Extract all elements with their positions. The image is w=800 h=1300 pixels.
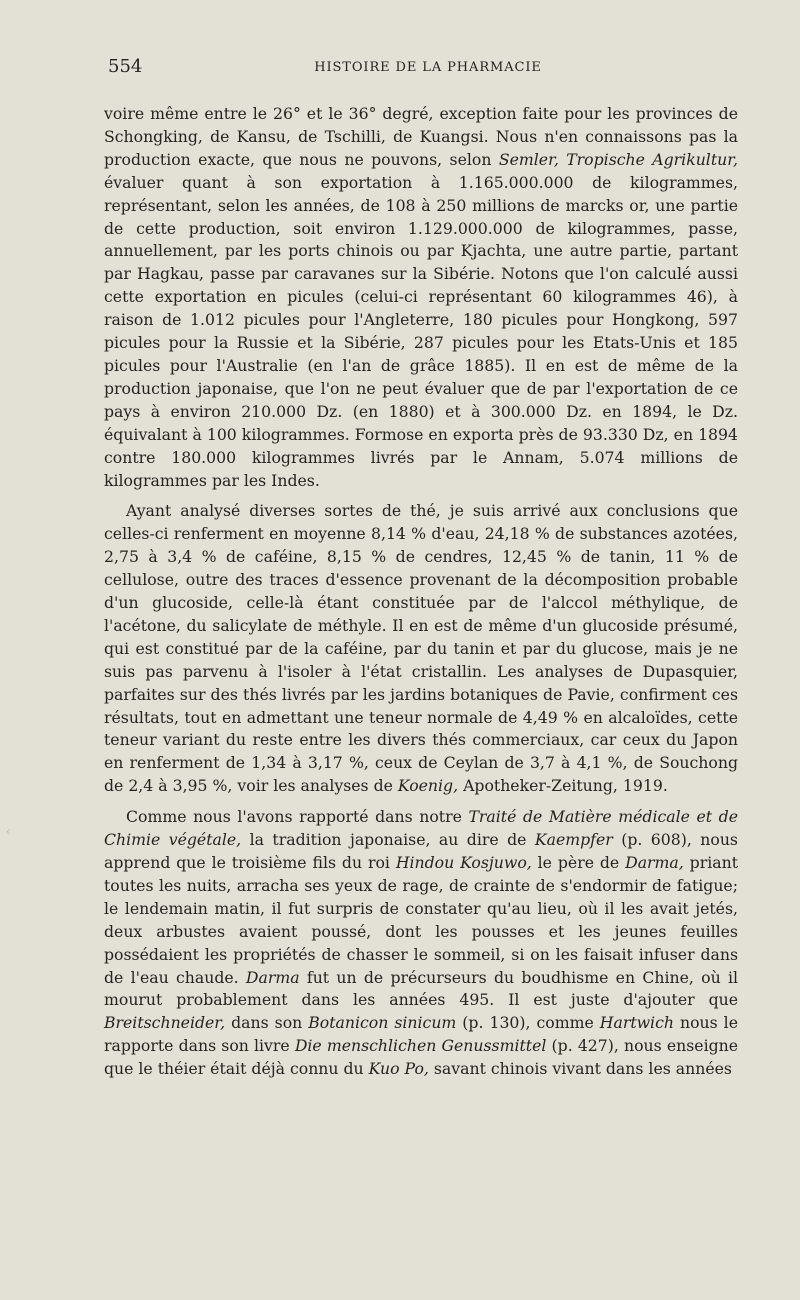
text-run: le père de — [531, 853, 626, 872]
italic-text: Semler, Tropische Agrikultur, — [498, 149, 738, 169]
text-run: évaluer quant à son exportation à 1.165.000.000 de kilogrammes, représentant, selon les années, de 108 à 250 millions de marcks or, une partie de cette production, soit environ 1.129.000.000 de kilogrammes, passe, annuellement, par les ports chinois ou par Kjachta, une autre partie, partant par Hagkau, passe par caravanes sur la Sibérie. Notons que l'on calculé aussi cette exportation en picules (celui-ci représentant 60 kilogrammes 46), à raison de 1.012 picules pour l'Angleterre, 180 picules pour Hongkong, 597 picules pour la Russie et la Sibérie, 287 picules pour les Etats-Unis et 185 picules pour l'Australie (en l'an de grâce 1885). Il en est de même de la production japonaise, que l'on ne peut évaluer que de par l'exportation de ce pays à environ 210.000 Dz. (en 1880) et à 300.000 Dz. en 1894, le Dz. équivalant à 100 kilogrammes. Formose en exporta près de 93.330 Dz, en 1894 contre 180.000 kilogrammes livrés par le Annam, 5.074 millions de kilogrammes par les Indes. — [104, 172, 738, 490]
italic-text: Botanicon sinicum — [308, 1013, 457, 1033]
page-header — [108, 56, 748, 86]
text-run: (p. 608), nous apprend que le troisième fils du roi — [104, 830, 738, 872]
text-run: nous le rapporte dans son livre — [104, 1013, 738, 1056]
italic-text: Kaempfer — [534, 830, 613, 850]
italic-text: Darma — [245, 967, 300, 987]
italic-text: Darma, — [625, 853, 684, 872]
page-number: 554 — [108, 56, 143, 77]
text-run: priant toutes les nuits, arracha ses yeux de rage, de crainte de s'endormir de fatigue; le lendemain matin, il fut surpris de constater qu'au lieu, où il les avait jetés, deux arbustes avaient poussé, dont les pousses et les jeunes feuilles possédaient les propriétés de chasser le sommeil, si on les faisait infuser dans de l'eau chaude. — [104, 853, 739, 987]
italic-text: Traité de Matière médicale et de Chimie végétale, — [104, 807, 738, 850]
paragraph-1 — [104, 103, 738, 492]
text-run: (p. 130), comme — [456, 1013, 600, 1033]
text-run: (p. 427), nous enseigne que le théier était déjà connu du — [104, 1036, 739, 1079]
running-title: HISTOIRE DE LA PHARMACIE — [314, 60, 542, 75]
text-run: la tradition japonaise, au dire de — [241, 830, 535, 850]
text-run: dans son — [225, 1013, 309, 1033]
paragraph-3 — [104, 806, 738, 1081]
text-run: savant chinois vivant dans les années — [428, 1059, 732, 1079]
italic-text: Kuo Po, — [368, 1059, 429, 1079]
text-run: Comme nous l'avons rapporté dans notre — [126, 807, 469, 827]
text-run: voire même entre le 26° et le 36° degré, exception faite pour les provinces de Schongking, de Kansu, de Tschilli, de Kuangsi. Nous n'en connaissons pas la production exacte, que nous ne pouvons, selon — [104, 104, 738, 169]
italic-text: Hartwich — [599, 1013, 674, 1033]
text-run: Ayant analysé diverses sortes de thé, je suis arrivé aux conclusions que celles-ci renferment en moyenne 8,14 % d'eau, 24,18 % de substances azotées, 2,75 à 3,4 % de caféine, 8,15 % de cendres, 12,45 % de tanin, 11 % de cellulose, outre des traces d'essence provenant de la décomposition probable d'un glucoside, celle-là étant constituée par de l'alccol méthylique, de l'acétone, du salicylate de méthyle. Il en est de même d'un glucoside présumé, qui est constitué par de la caféine, par du tanin et par du glucose, mais je ne suis pas parvenu à l'isoler à l'état cristallin. Les analyses de Dupasquier, parfaites sur des thés livrés par les jardins botaniques de Pavie, confirment ces résultats, tout en admettant une teneur normale de 4,49 % en alcaloïdes, cette teneur variant du reste entre les divers thés commerciaux, car ceux du Japon en renferment de 1,34 à 3,17 %, ceux de Ceylan de 3,7 à 4,1 %, de Souchong de 2,4 à 3,95 %, voir les analyses de — [104, 501, 738, 796]
italic-text: Hindou Kosjuwo, — [395, 853, 532, 872]
italic-text: Die menschlichen Genussmittel — [294, 1036, 547, 1056]
margin-mark: ‹ — [6, 825, 11, 838]
body-text — [104, 103, 738, 1081]
italic-text: Breitschneider, — [104, 1013, 226, 1033]
italic-text: Koenig, — [397, 776, 459, 796]
text-run: Apotheker-Zeitung, 1919. — [458, 776, 668, 796]
paragraph-2 — [104, 500, 738, 798]
text-run: fut un de précurseurs du boudhisme en Chine, où il mourut probablement dans les années 495. Il est juste d'ajouter que — [104, 967, 738, 1010]
